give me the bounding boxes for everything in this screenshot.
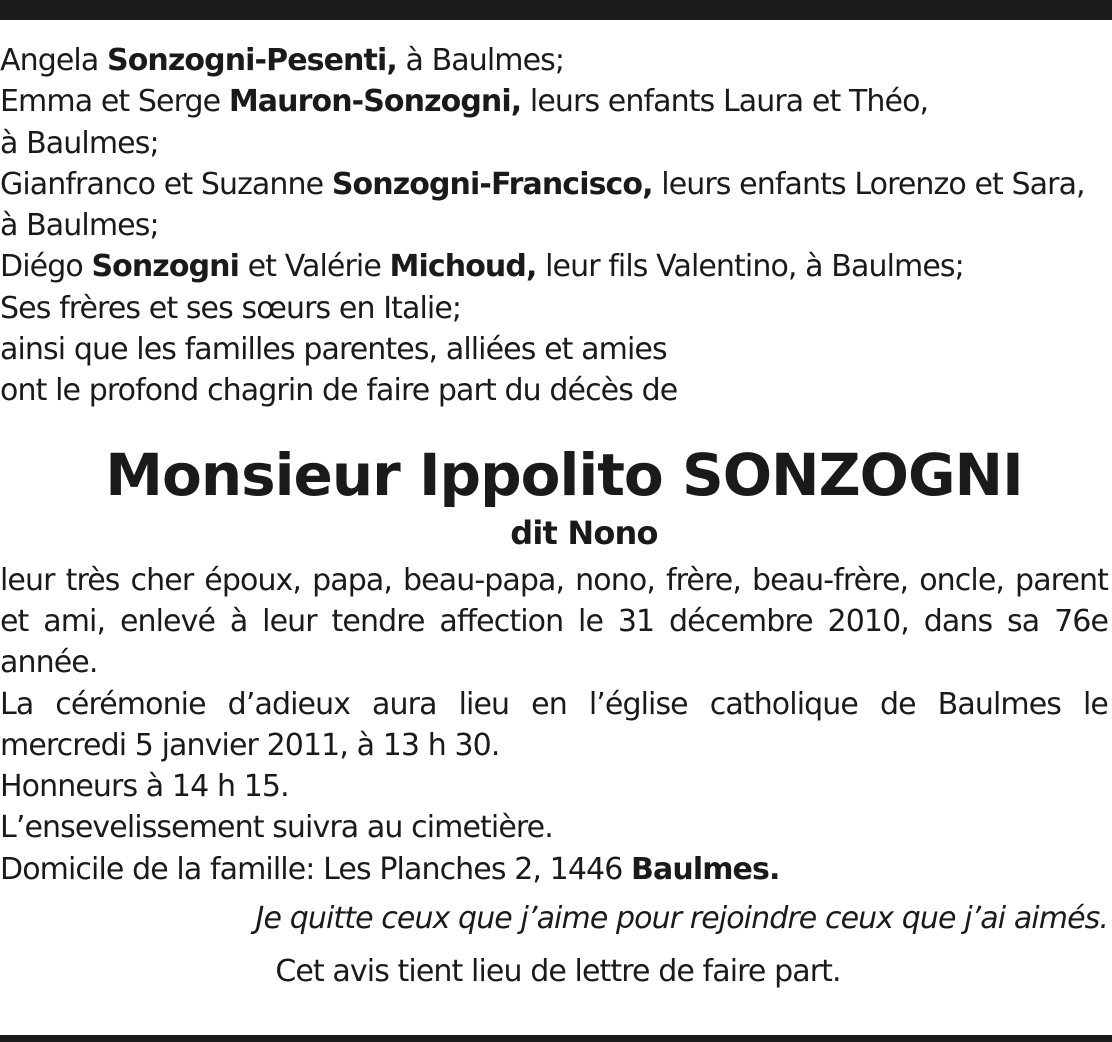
deceased-name: Monsieur Ippolito SONZOGNI (105, 440, 1023, 509)
obituary-notice (0, 40, 1108, 993)
family-address-line: Domicile de la famille: Les Planches 2, 1446 Baulmes. (0, 851, 780, 887)
family-list (0, 40, 1108, 412)
family-surname: Mauron-Sonzogni, (228, 84, 522, 120)
deceased-block (0, 440, 1108, 554)
family-line: Diégo Sonzogni et Valérie Michoud, leur fils Valentino, à Baulmes; (0, 249, 964, 285)
family-line: à Baulmes; (0, 125, 159, 161)
family-line: Ses frères et ses sœurs en Italie; (0, 290, 462, 326)
tribute-paragraph: leur très cher époux, papa, beau-papa, nono, frère, beau-frère, oncle, parent et ami, enlevé à leur tendre affection le 31 décembre 2010, dans sa 76e année. (0, 562, 1108, 681)
family-line: Gianfranco et Suzanne Sonzogni-Francisco, leurs enfants Lorenzo et Sara, (0, 166, 1085, 202)
bottom-rule (0, 1035, 1112, 1042)
family-surname: Sonzogni-Pesenti, (107, 43, 397, 78)
family-line: à Baulmes; (0, 208, 159, 244)
deceased-nickname: dit Nono (510, 513, 658, 552)
family-surname: Michoud, (389, 249, 537, 285)
notice-line: Cet avis tient lieu de lettre de faire part. (275, 954, 841, 990)
family-line: ont le profond chagrin de faire part du décès de (0, 373, 678, 409)
honours-line: Honneurs à 14 h 15. (0, 769, 289, 805)
family-line: ainsi que les familles parentes, alliées et amies (0, 332, 667, 368)
address-town: Baulmes. (631, 851, 780, 887)
family-surname: Sonzogni-Francisco, (331, 166, 653, 202)
top-rule (0, 0, 1112, 20)
ceremony-paragraph: La cérémonie d’adieux aura lieu en l’église catholique de Baulmes le mercredi 5 janvier 2011, à 13 h 30. (0, 686, 1108, 763)
obituary-body (0, 560, 1108, 890)
family-line: Emma et Serge Mauron-Sonzogni, leurs enfants Laura et Théo, (0, 84, 929, 120)
farewell-quote: Je quitte ceux que j’aime pour rejoindre ceux que j’ai aimés. (255, 901, 1108, 937)
burial-line: L’ensevelissement suivra au cimetière. (0, 810, 553, 846)
family-line: Angela Sonzogni-Pesenti, à Baulmes; (0, 43, 565, 78)
family-surname: Sonzogni (91, 249, 239, 285)
